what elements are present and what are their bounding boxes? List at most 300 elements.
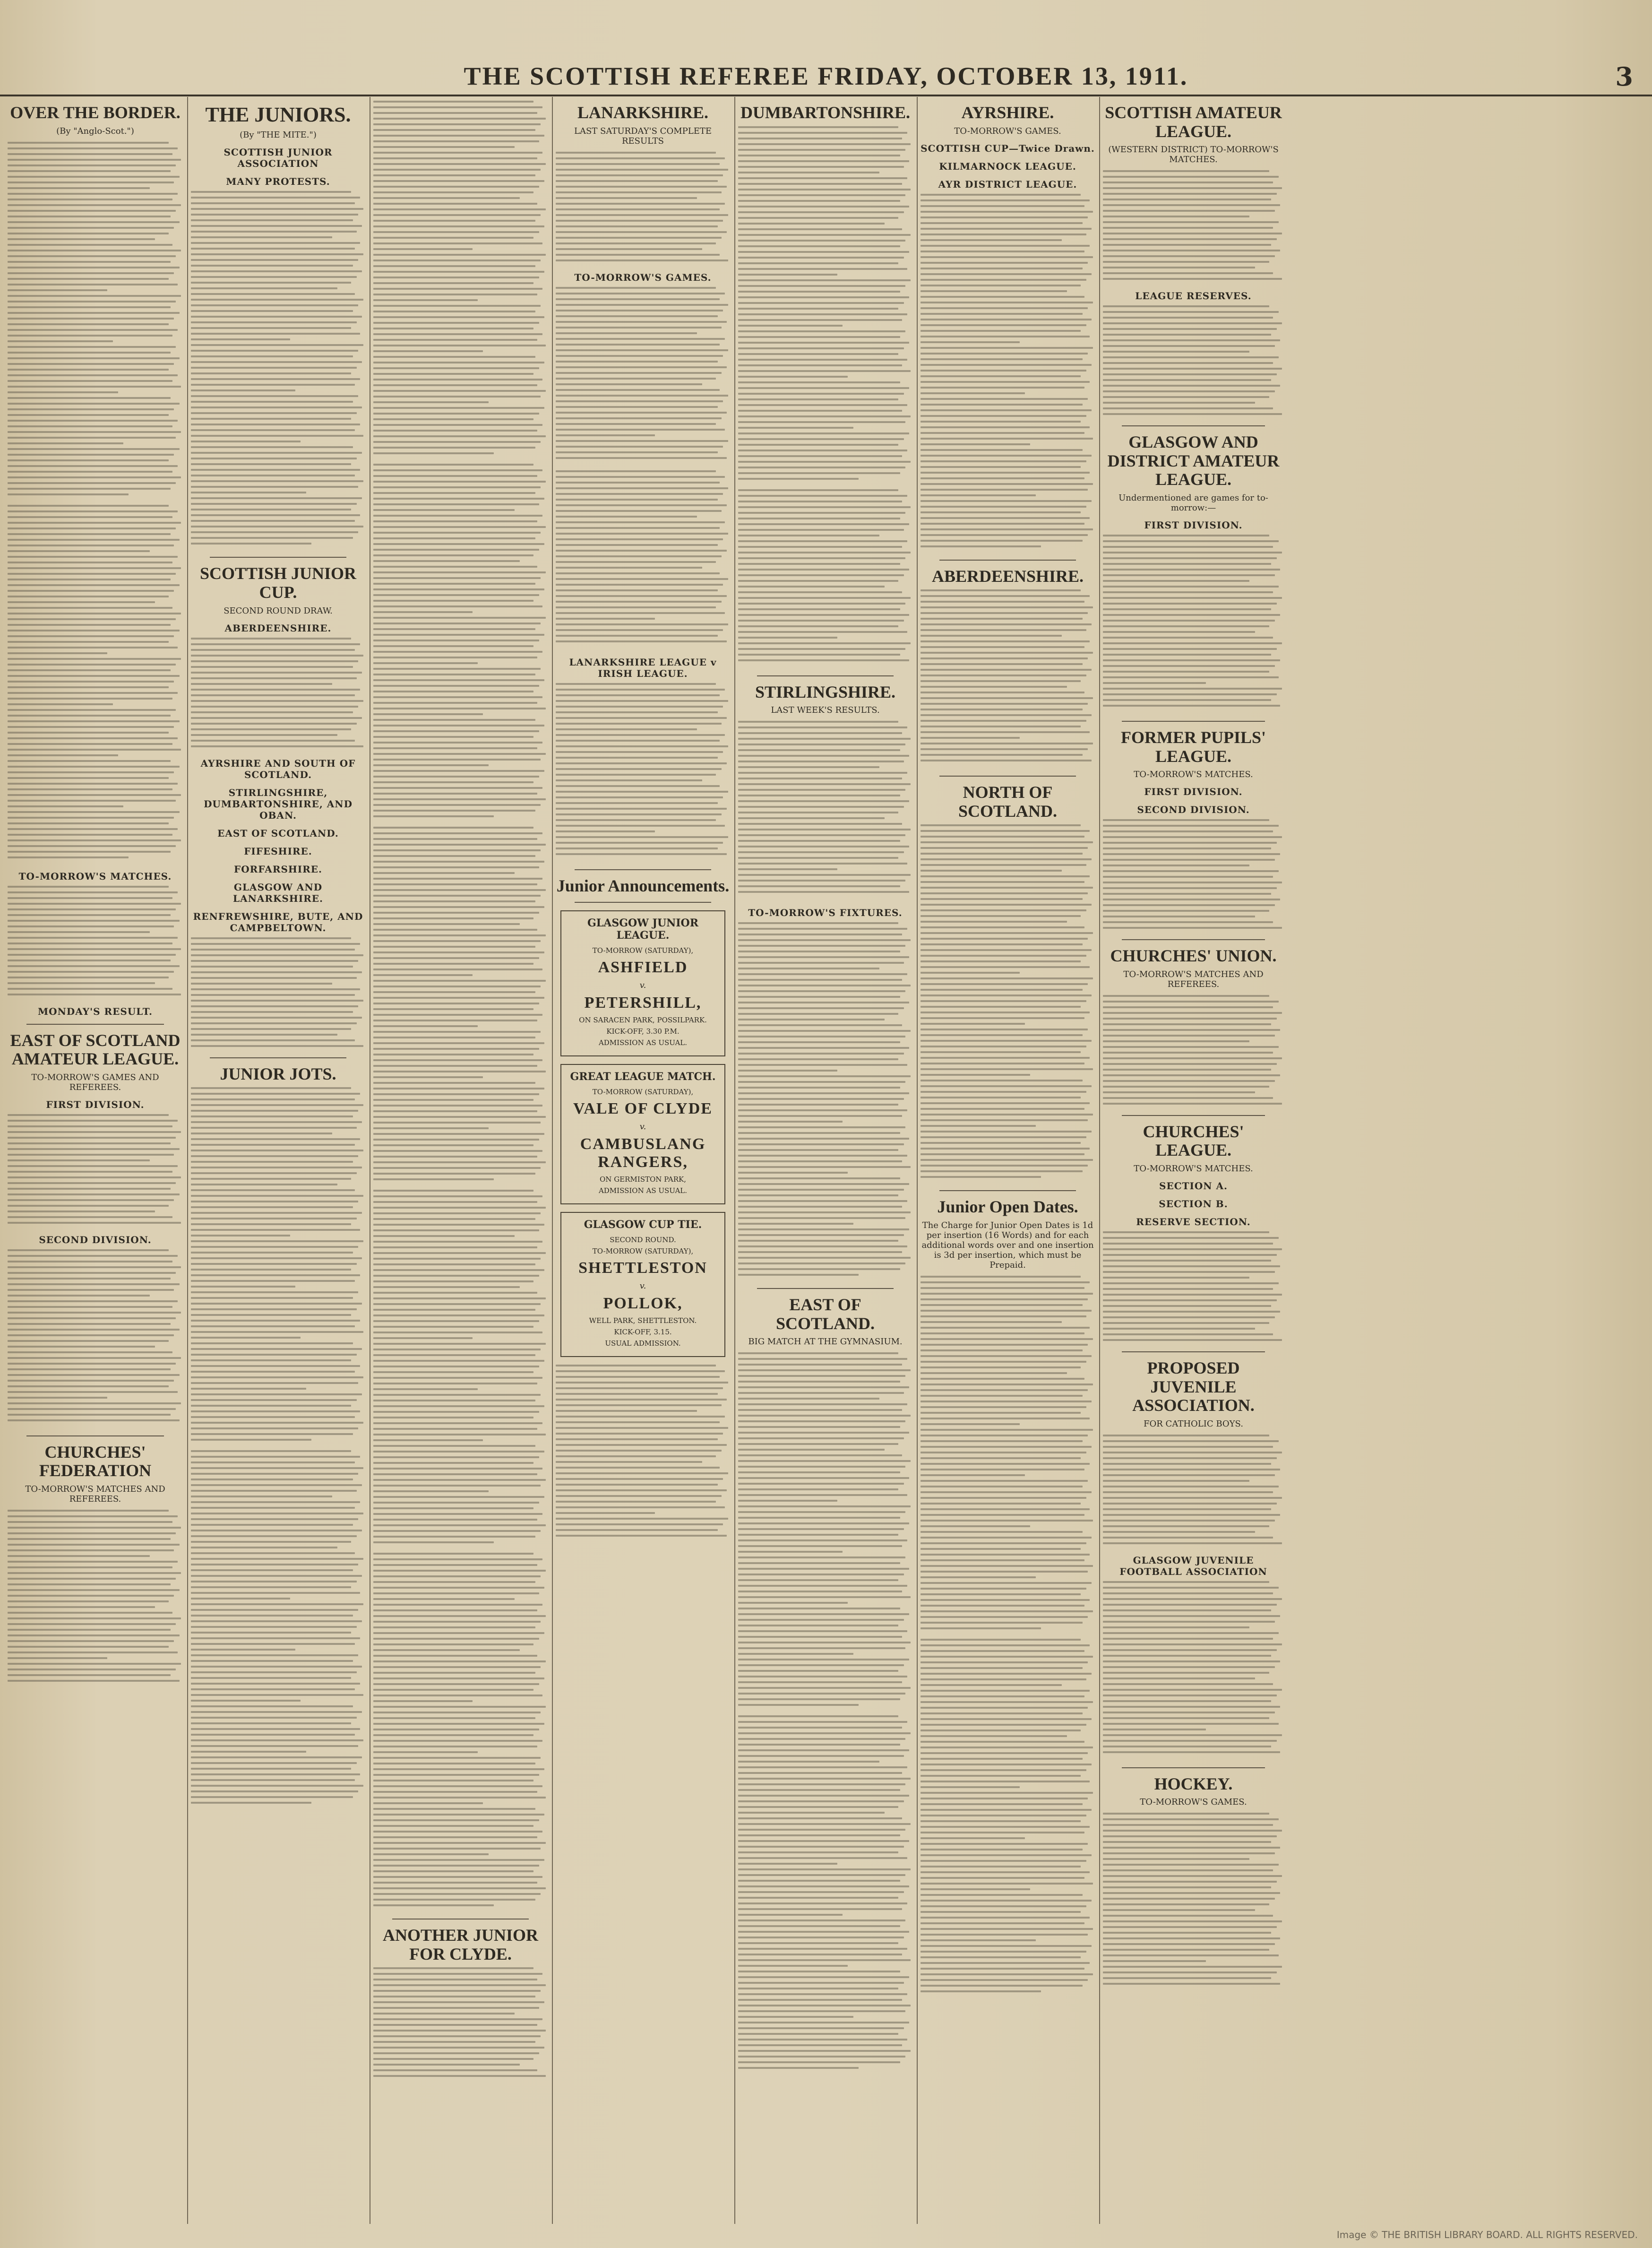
text-line xyxy=(8,715,171,717)
text-line xyxy=(1103,1254,1277,1256)
text-line xyxy=(556,728,697,730)
text-line xyxy=(921,966,1090,968)
text-line xyxy=(921,319,1092,320)
text-line xyxy=(921,1435,1088,1436)
text-line xyxy=(8,493,129,495)
text-line xyxy=(373,1468,542,1470)
text-line xyxy=(921,960,1081,962)
text-line xyxy=(738,1937,904,1938)
text-line xyxy=(556,1512,655,1514)
text-line xyxy=(921,1125,1036,1127)
text-line xyxy=(8,828,178,830)
text-line xyxy=(921,432,1084,434)
text-line xyxy=(1103,1683,1273,1685)
text-line xyxy=(556,853,727,855)
text-line xyxy=(1103,1452,1282,1453)
text-line xyxy=(373,135,544,137)
text-line xyxy=(8,613,181,614)
text-line xyxy=(1103,699,1271,701)
text-line xyxy=(373,169,541,171)
text-line xyxy=(556,802,718,804)
text-line xyxy=(738,1138,909,1140)
text-line xyxy=(373,1093,539,1095)
ad-team: ASHFIELD xyxy=(598,959,688,977)
text-line xyxy=(8,720,180,722)
divider xyxy=(210,557,346,558)
text-line xyxy=(8,1154,174,1156)
text-line xyxy=(373,1513,542,1515)
text-line xyxy=(738,1976,909,1978)
section-head: FORMER PUPILS' LEAGUE. xyxy=(1120,727,1266,766)
text-line xyxy=(191,1416,355,1418)
text-line xyxy=(8,1120,178,1122)
text-line xyxy=(1103,642,1282,644)
text-line xyxy=(8,851,171,853)
text-line xyxy=(738,1732,911,1734)
text-line xyxy=(191,1547,337,1548)
text-line xyxy=(1103,1695,1277,1696)
text-line xyxy=(556,1433,723,1435)
text-line xyxy=(556,349,728,351)
text-line xyxy=(373,986,541,987)
text-line xyxy=(373,1462,533,1464)
text-line xyxy=(738,1653,853,1655)
section-head: Junior Open Dates. xyxy=(937,1197,1078,1217)
text-line xyxy=(191,1530,362,1531)
text-line xyxy=(921,1922,1084,1924)
text-line xyxy=(738,1704,859,1706)
text-line xyxy=(8,1397,107,1399)
text-line xyxy=(556,808,727,810)
text-line xyxy=(738,126,898,128)
text-line xyxy=(373,350,483,352)
text-line xyxy=(373,1797,546,1798)
text-line xyxy=(191,1022,357,1024)
text-line xyxy=(556,791,728,793)
text-line xyxy=(8,1312,181,1314)
section-byline: (WESTERN DISTRICT) TO-MORROW'S MATCHES. xyxy=(1108,145,1279,165)
text-line xyxy=(191,1649,295,1651)
text-line xyxy=(921,233,1086,235)
text-line xyxy=(921,1327,1090,1329)
text-line xyxy=(373,1996,535,1997)
text-line xyxy=(738,1591,902,1592)
text-line xyxy=(556,412,727,414)
section-head: STIRLINGSHIRE. xyxy=(755,682,896,701)
text-line xyxy=(191,1252,353,1254)
text-line xyxy=(921,921,1067,923)
text-line xyxy=(1103,1006,1273,1008)
text-line xyxy=(556,157,725,159)
text-line xyxy=(1103,182,1273,183)
text-line xyxy=(8,783,178,785)
text-line xyxy=(373,1604,542,1606)
text-line xyxy=(8,1651,178,1653)
text-line xyxy=(738,1047,909,1049)
text-line xyxy=(738,1539,907,1541)
text-line xyxy=(556,310,723,311)
text-line xyxy=(738,415,911,417)
text-line xyxy=(738,817,885,819)
text-line xyxy=(8,817,174,819)
text-line xyxy=(738,1857,907,1859)
text-line xyxy=(738,1030,911,1032)
text-line xyxy=(921,324,1086,326)
text-line xyxy=(373,662,478,664)
text-line xyxy=(191,700,363,702)
text-line xyxy=(556,482,720,484)
text-line xyxy=(8,1125,172,1127)
text-line xyxy=(373,872,515,874)
text-line xyxy=(8,1578,176,1580)
text-line xyxy=(1103,1339,1282,1341)
text-line xyxy=(8,1176,181,1178)
text-line xyxy=(191,1564,358,1565)
text-line xyxy=(8,1629,171,1631)
text-line xyxy=(556,640,727,642)
text-line xyxy=(738,1488,898,1490)
text-line xyxy=(191,1388,306,1390)
text-line xyxy=(738,234,911,236)
text-line xyxy=(921,1395,1083,1397)
text-line xyxy=(191,1229,360,1231)
text-line xyxy=(373,1717,535,1719)
text-line xyxy=(1103,216,1249,217)
text-line xyxy=(556,516,697,518)
divider xyxy=(757,675,894,676)
text-line xyxy=(738,421,905,423)
text-line xyxy=(191,1371,355,1373)
text-line xyxy=(373,594,539,596)
text-line xyxy=(373,1218,535,1220)
text-line xyxy=(191,1297,353,1299)
text-line xyxy=(738,1064,907,1066)
text-line xyxy=(921,989,1083,991)
text-line xyxy=(191,1410,360,1412)
text-line xyxy=(921,1355,1092,1357)
text-line xyxy=(1103,1864,1279,1866)
text-line xyxy=(921,1276,1081,1278)
text-line xyxy=(921,500,1092,502)
text-line xyxy=(373,520,537,522)
text-line xyxy=(738,1172,848,1174)
text-line xyxy=(738,206,909,208)
column-7 xyxy=(1099,97,1643,2224)
article-text xyxy=(556,152,730,265)
text-line xyxy=(1103,927,1282,929)
text-line xyxy=(738,1528,904,1530)
text-line xyxy=(373,1337,473,1339)
text-line xyxy=(8,1521,172,1523)
text-line xyxy=(373,651,542,653)
text-line xyxy=(373,1502,539,1504)
text-line xyxy=(738,885,900,887)
text-line xyxy=(1103,1012,1282,1014)
text-line xyxy=(921,1057,1090,1059)
text-line xyxy=(921,1639,1081,1641)
junior-announcements-head: Junior Announcements. xyxy=(556,876,730,895)
text-line xyxy=(191,231,357,233)
text-line xyxy=(921,1644,1090,1646)
text-line xyxy=(8,908,176,910)
text-line xyxy=(8,272,174,274)
text-line xyxy=(738,1806,898,1808)
section-head: GLASGOW AND DISTRICT AMATEUR LEAGUE. xyxy=(1107,432,1280,489)
text-line xyxy=(1103,1920,1282,1922)
text-line xyxy=(921,949,1092,951)
text-line xyxy=(8,1600,169,1602)
text-line xyxy=(556,361,718,363)
text-line xyxy=(738,990,905,992)
text-line xyxy=(738,968,879,969)
text-line xyxy=(373,1156,537,1158)
text-line xyxy=(921,1729,1081,1731)
text-line xyxy=(556,293,725,294)
text-line xyxy=(8,1363,176,1365)
text-line xyxy=(1103,1892,1280,1894)
text-line xyxy=(8,584,180,586)
text-line xyxy=(738,2061,900,2063)
text-line xyxy=(1103,1035,1275,1037)
text-line xyxy=(373,787,542,789)
text-line xyxy=(921,528,1093,530)
text-line xyxy=(191,458,357,459)
text-line xyxy=(921,239,1062,241)
text-line xyxy=(8,743,172,745)
text-line xyxy=(8,153,172,155)
text-line xyxy=(556,237,722,239)
text-line xyxy=(556,723,722,725)
text-line xyxy=(921,1905,1086,1907)
text-line xyxy=(921,1486,1083,1487)
text-line xyxy=(738,1024,902,1026)
text-line xyxy=(8,1323,171,1325)
text-line xyxy=(373,1054,533,1055)
text-line xyxy=(1103,362,1273,364)
text-line xyxy=(8,510,178,512)
text-line xyxy=(738,1075,911,1077)
text-line xyxy=(738,1194,898,1196)
section-sub: MANY PROTESTS. xyxy=(226,176,330,188)
text-line xyxy=(738,1948,907,1950)
text-line xyxy=(8,210,176,212)
text-line xyxy=(556,595,727,597)
column-5 xyxy=(734,97,915,2224)
text-line xyxy=(738,1868,911,1870)
text-line xyxy=(191,1000,363,1002)
text-line xyxy=(191,333,360,335)
text-line xyxy=(738,1200,907,1202)
text-line xyxy=(373,1349,541,1350)
article-text xyxy=(8,505,183,864)
text-line xyxy=(1103,250,1280,251)
text-line xyxy=(1103,654,1271,656)
text-line xyxy=(1103,1977,1271,1979)
section-sub: STIRLINGSHIRE, DUMBARTONSHIRE, AND OBAN. xyxy=(204,787,353,821)
text-line xyxy=(8,164,176,166)
text-line xyxy=(191,1286,295,1288)
text-line xyxy=(8,652,107,654)
text-line xyxy=(921,1616,1088,1618)
text-line xyxy=(191,660,358,662)
text-line xyxy=(191,689,360,691)
text-line xyxy=(191,265,353,267)
text-line xyxy=(921,589,1081,591)
text-line xyxy=(373,424,542,426)
text-line xyxy=(8,664,176,666)
text-line xyxy=(8,1283,180,1285)
text-line xyxy=(373,549,539,551)
text-line xyxy=(556,191,722,193)
text-line xyxy=(191,1524,353,1526)
text-line xyxy=(8,1612,172,1614)
text-line xyxy=(191,248,355,250)
text-line xyxy=(8,590,174,592)
text-line xyxy=(738,1789,900,1791)
text-line xyxy=(738,563,900,565)
text-line xyxy=(921,1542,1086,1544)
text-line xyxy=(921,892,1088,894)
text-line xyxy=(373,1065,537,1067)
text-line xyxy=(1103,1932,1271,1934)
text-line xyxy=(191,1450,351,1452)
text-line xyxy=(8,703,113,705)
text-line xyxy=(191,299,363,301)
article-text xyxy=(1103,995,1284,1108)
text-line xyxy=(191,1155,358,1157)
section-byline: The Charge for Junior Open Dates is 1d per insertion (16 Words) and for each additional words over and one insertion is 3d per insertion, which must be Prepaid. xyxy=(921,1220,1094,1270)
text-line xyxy=(191,966,353,968)
text-line xyxy=(556,440,728,442)
text-line xyxy=(556,842,723,844)
text-line xyxy=(191,1722,351,1724)
text-line xyxy=(8,1222,181,1224)
text-line xyxy=(8,954,176,956)
article-text xyxy=(556,470,730,650)
text-line xyxy=(556,538,723,540)
text-line xyxy=(373,1428,537,1430)
divider xyxy=(1122,1115,1265,1116)
text-line xyxy=(921,1764,1092,1765)
text-line xyxy=(373,1479,546,1481)
text-line xyxy=(738,580,898,582)
text-line xyxy=(1103,597,1282,599)
text-line xyxy=(921,1480,1088,1482)
article-text xyxy=(191,191,365,550)
text-line xyxy=(921,426,1090,428)
text-line xyxy=(556,706,723,708)
text-line xyxy=(556,1404,722,1406)
text-line xyxy=(191,1490,357,1492)
text-line xyxy=(556,1472,728,1474)
text-line xyxy=(8,1357,181,1359)
text-line xyxy=(191,1728,360,1730)
text-line xyxy=(1103,1057,1282,1059)
text-line xyxy=(8,193,178,195)
text-line xyxy=(921,1786,1020,1788)
article-text xyxy=(1103,1813,1284,1992)
text-line xyxy=(191,1802,311,1804)
text-line xyxy=(373,248,473,250)
text-line xyxy=(1103,396,1269,398)
text-line xyxy=(556,572,720,574)
text-line xyxy=(8,1646,169,1648)
text-line xyxy=(1103,1474,1275,1476)
text-line xyxy=(738,143,911,145)
text-line xyxy=(191,1348,362,1350)
text-line xyxy=(373,1003,539,1004)
text-line xyxy=(1103,1086,1269,1088)
text-line xyxy=(738,1223,853,1225)
text-line xyxy=(556,785,720,787)
text-line xyxy=(1103,1706,1280,1708)
text-line xyxy=(1103,1294,1282,1296)
text-line xyxy=(921,1571,1088,1573)
text-line xyxy=(191,1246,358,1248)
text-line xyxy=(1103,842,1277,844)
text-line xyxy=(373,696,542,698)
text-line xyxy=(921,1304,1083,1306)
text-line xyxy=(373,957,539,959)
text-line xyxy=(8,329,178,331)
text-line xyxy=(921,1068,1093,1070)
text-line xyxy=(191,1365,360,1367)
text-line xyxy=(1103,1491,1273,1493)
text-line xyxy=(191,1762,357,1764)
text-line xyxy=(556,434,655,436)
text-line xyxy=(738,2027,904,2029)
text-line xyxy=(8,794,181,796)
text-line xyxy=(373,1677,544,1679)
text-line xyxy=(373,146,515,148)
text-line xyxy=(556,618,655,620)
text-line xyxy=(921,268,1083,269)
text-line xyxy=(8,522,181,524)
text-line xyxy=(373,186,539,188)
text-line xyxy=(373,1297,546,1299)
text-line xyxy=(921,1446,1092,1448)
text-line xyxy=(556,606,716,608)
text-line xyxy=(8,1527,181,1529)
text-line xyxy=(8,352,171,354)
text-line xyxy=(738,1517,900,1519)
text-line xyxy=(738,489,898,491)
text-line xyxy=(556,1535,727,1537)
text-line xyxy=(191,327,351,329)
text-line xyxy=(373,963,533,965)
text-line xyxy=(8,369,169,371)
text-line xyxy=(1103,227,1273,229)
text-line xyxy=(556,186,727,188)
text-line xyxy=(8,948,181,950)
text-line xyxy=(921,1934,1088,1936)
text-line xyxy=(556,813,722,815)
text-line xyxy=(191,338,290,340)
text-line xyxy=(373,577,541,579)
text-line xyxy=(921,1029,1088,1030)
text-line xyxy=(1103,356,1279,358)
text-line xyxy=(373,1451,544,1453)
column-1 xyxy=(5,97,186,2224)
text-line xyxy=(556,315,718,317)
text-line xyxy=(738,1596,911,1598)
text-line xyxy=(373,600,533,602)
text-line xyxy=(921,1525,1030,1527)
text-line xyxy=(373,951,544,953)
text-line xyxy=(373,1343,546,1345)
text-line xyxy=(191,649,355,651)
text-line xyxy=(1103,819,1269,821)
